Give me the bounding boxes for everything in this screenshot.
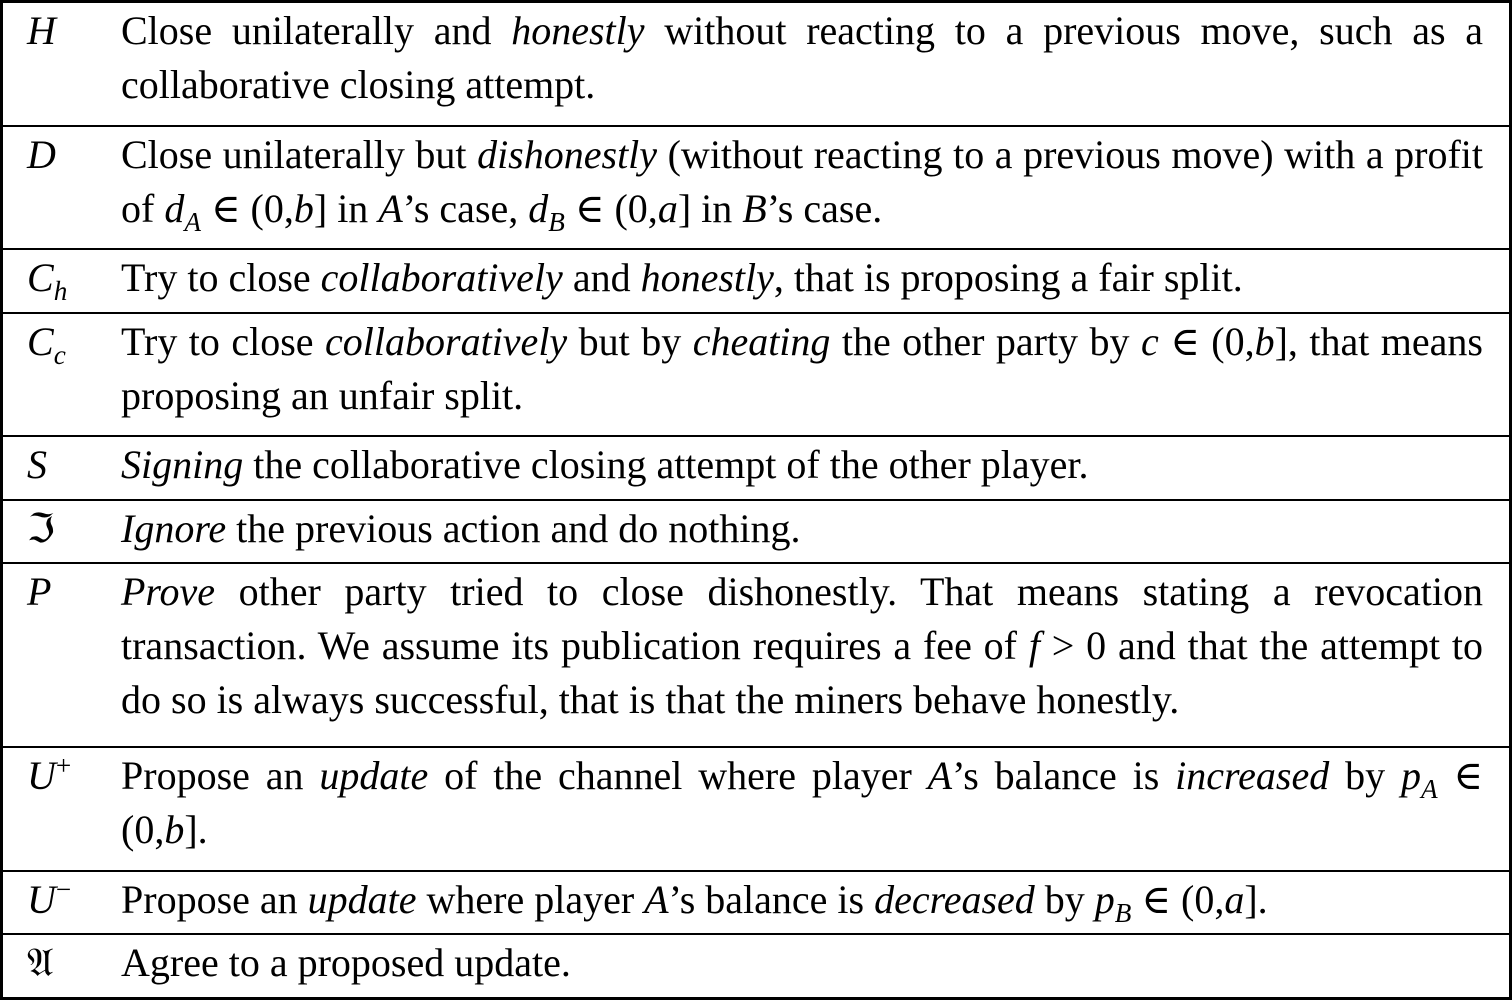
description-text: the collaborative closing attempt of the other player.: [243, 442, 1089, 488]
description-text: ’s balance is: [952, 753, 1176, 799]
description-subscript: A: [184, 206, 201, 237]
action-symbol-subscript: h: [53, 276, 68, 307]
description-text: update: [319, 753, 429, 799]
action-symbol-letter: C: [27, 318, 54, 364]
action-description: [115, 436, 1511, 499]
action-symbol-letter: S: [27, 442, 47, 488]
description-text: f: [1028, 623, 1040, 669]
description-text: Prove: [121, 569, 216, 615]
description-text: Close unilaterally and: [121, 8, 512, 53]
table-row: [2, 126, 1511, 250]
action-symbol: [2, 126, 116, 250]
description-text: Try to close: [121, 255, 321, 301]
description-text: without reacting to a previous move, such as a collaborative closing attempt.: [121, 8, 1483, 107]
description-text: dishonestly: [477, 131, 658, 177]
action-symbol-letter: ℑ: [27, 505, 55, 552]
description-text: Agree to a proposed update.: [121, 940, 571, 986]
description-text: by: [1034, 876, 1095, 922]
description-text: Propose an: [121, 753, 320, 799]
table-row: [2, 2, 1511, 126]
action-symbol-subscript: c: [53, 339, 66, 370]
description-text: ] in: [677, 185, 743, 231]
action-symbol-letter: D: [27, 131, 56, 177]
description-subscript: B: [1114, 897, 1132, 928]
description-text: Close unilaterally but: [121, 131, 478, 177]
action-description: [115, 500, 1511, 563]
description-text: the previous action and do nothing.: [226, 505, 801, 551]
description-text: p: [1094, 876, 1115, 922]
action-symbol-letter: P: [27, 569, 52, 615]
description-text: A: [378, 185, 403, 231]
description-text: a: [657, 185, 678, 231]
table-row: [2, 249, 1511, 312]
action-symbol: [2, 934, 116, 998]
table-row: [2, 500, 1511, 563]
action-symbol-letter: H: [27, 8, 56, 53]
action-symbol: [2, 747, 116, 871]
description-text: collaboratively: [320, 255, 563, 301]
description-text: ’s case,: [402, 185, 529, 231]
action-symbol: [2, 436, 116, 499]
description-text: of the channel where player: [428, 753, 928, 799]
action-description: [115, 313, 1511, 437]
description-text: ∈ (0,: [200, 185, 294, 231]
action-symbol-letter: U: [27, 876, 56, 922]
actions-table-body: [2, 2, 1511, 999]
description-text: ’s balance is: [668, 876, 875, 922]
action-description: [115, 747, 1511, 871]
description-text: p: [1400, 753, 1421, 799]
description-text: b: [1254, 318, 1275, 364]
description-text: Try to close: [121, 318, 326, 364]
description-text: ].: [1244, 876, 1268, 922]
description-text: ].: [184, 807, 208, 853]
description-text: b: [164, 807, 185, 853]
description-text: d: [528, 185, 549, 231]
description-text: but by: [567, 318, 693, 364]
description-text: the other party by: [830, 318, 1141, 364]
action-symbol-letter: U: [27, 753, 56, 799]
description-text: where player: [416, 876, 645, 922]
description-text: collaboratively: [325, 318, 568, 364]
description-text: and: [562, 255, 641, 301]
description-text: honestly: [640, 255, 774, 301]
description-text: a: [1224, 876, 1245, 922]
description-text: , that is proposing a fair split.: [773, 255, 1243, 301]
description-text: by: [1329, 753, 1401, 799]
description-text: increased: [1175, 753, 1330, 799]
description-text: ’s case.: [766, 185, 883, 231]
action-symbol: [2, 313, 116, 437]
table-row: [2, 934, 1511, 998]
action-description: [115, 563, 1511, 747]
description-text: honestly: [511, 8, 645, 53]
table-row: [2, 871, 1511, 934]
description-text: B: [742, 185, 767, 231]
description-text: > 0 and that the attempt to do so is always successful, that is that the miners behave honestly.: [121, 623, 1484, 723]
description-text: d: [164, 185, 185, 231]
description-text: A: [644, 876, 669, 922]
description-text: cheating: [692, 318, 831, 364]
description-text: Signing: [121, 442, 244, 488]
description-text: (without reacting to a previous move) with a profit of: [121, 131, 1483, 231]
action-symbol: [2, 2, 116, 126]
action-symbol: [2, 871, 116, 934]
table-row: [2, 436, 1511, 499]
description-text: Propose an: [121, 876, 308, 922]
description-subscript: B: [548, 206, 565, 237]
action-symbol-letter: C: [27, 255, 54, 301]
action-description: [115, 2, 1511, 126]
description-text: b: [293, 185, 314, 231]
action-description: [115, 126, 1511, 250]
table-row: [2, 747, 1511, 871]
description-subscript: A: [1420, 774, 1438, 805]
action-symbol: [2, 563, 116, 747]
description-text: decreased: [874, 876, 1035, 922]
description-text: ∈ (0,: [121, 753, 1484, 853]
action-description: [115, 871, 1511, 934]
description-text: ∈ (0,: [564, 185, 658, 231]
action-symbol: [2, 500, 116, 563]
action-symbol-superscript: −: [55, 874, 72, 905]
action-description: [115, 934, 1511, 998]
description-text: c: [1140, 318, 1159, 364]
action-description: [115, 249, 1511, 312]
table-row: [2, 563, 1511, 747]
description-text: ∈ (0,: [1158, 318, 1255, 364]
description-text: ] in: [313, 185, 379, 231]
description-text: update: [307, 876, 417, 922]
description-text: A: [927, 753, 953, 799]
description-text: Ignore: [121, 505, 227, 551]
action-symbol-superscript: +: [55, 750, 72, 781]
action-symbol-letter: 𝔄: [27, 940, 54, 987]
description-text: other party tried to close dishonestly. That means stating a revocation transaction. We assume its publication requires a fee of: [121, 569, 1483, 669]
table-row: [2, 313, 1511, 437]
action-symbol: [2, 249, 116, 312]
description-text: ], that means proposing an unfair split.: [121, 318, 1483, 418]
description-text: ∈ (0,: [1131, 876, 1225, 922]
